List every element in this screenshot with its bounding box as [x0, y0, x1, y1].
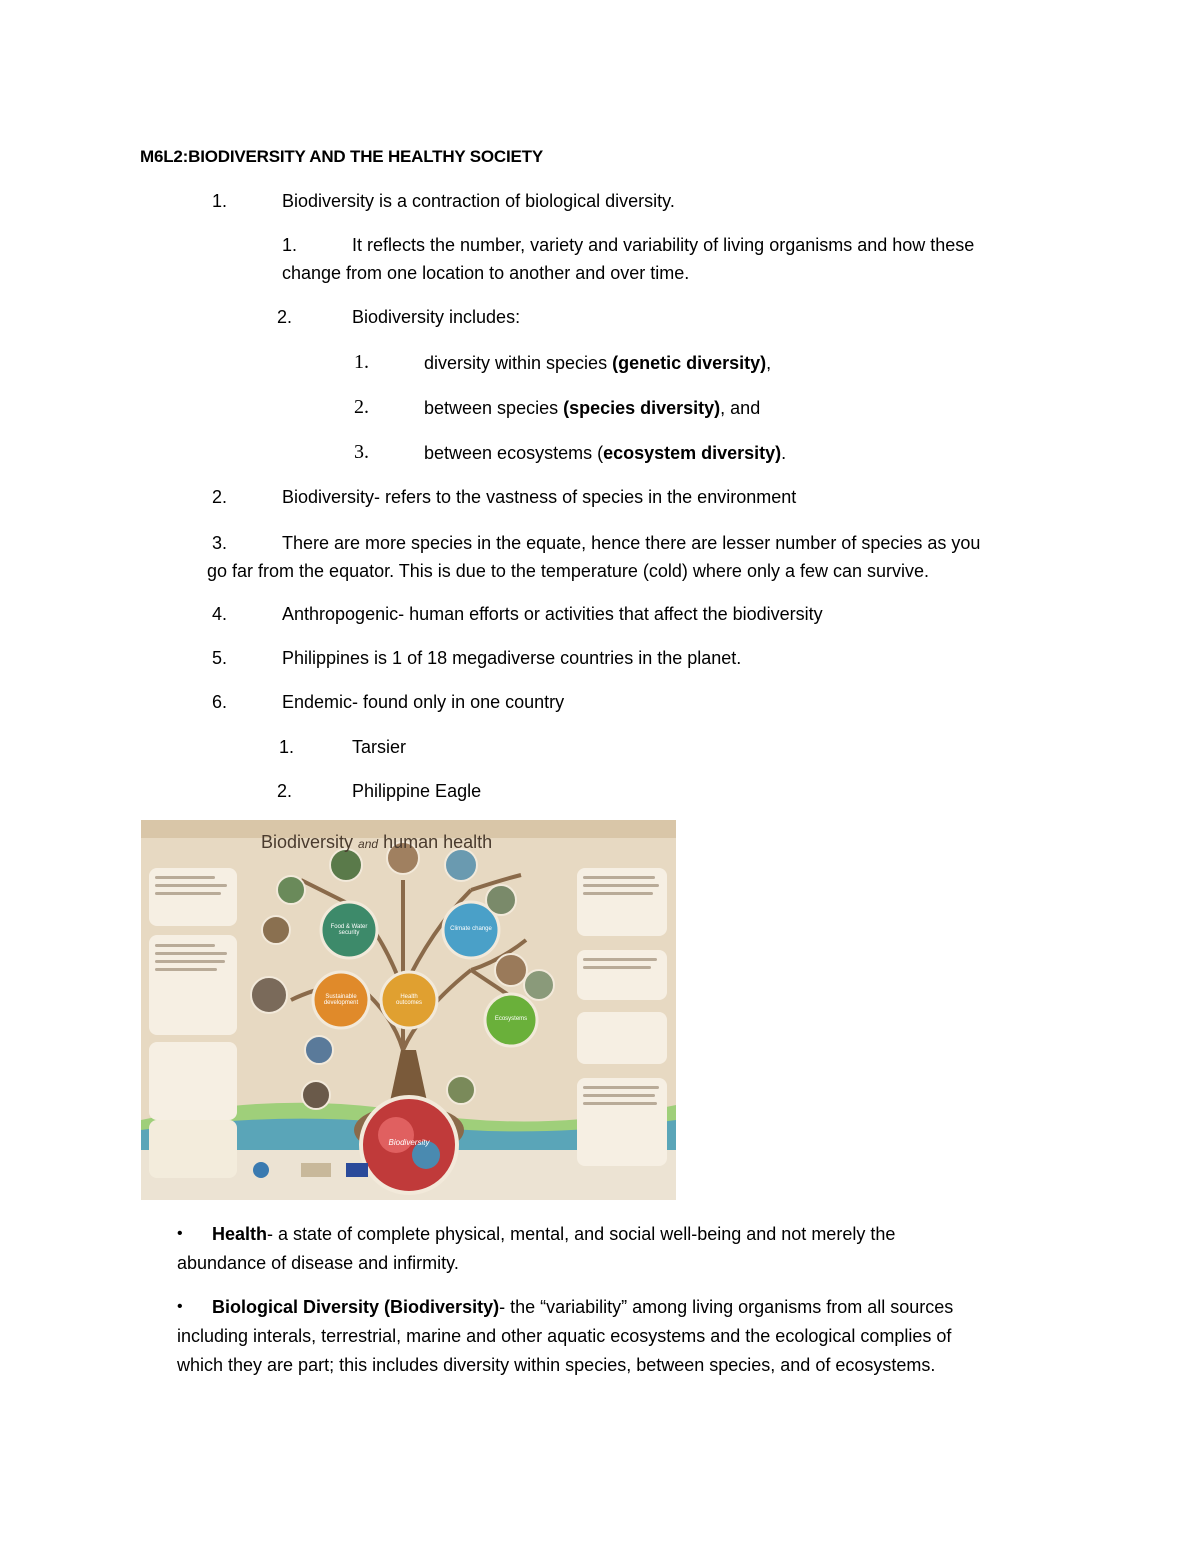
bullet-text: Health- a state of complete physical, mental, and social well-being and not merely the [212, 1224, 896, 1244]
list-number: 2. [277, 307, 293, 327]
list-item-text: There are more species in the equate, hence there are lesser number of species as you [282, 533, 981, 553]
infographic-title: Biodiversity and human health [261, 832, 493, 852]
list-number: 2. [354, 396, 369, 418]
list-number: 3. [354, 441, 369, 463]
list-item-text: Philippine Eagle [352, 781, 482, 801]
bullet-text: Biological Diversity (Biodiversity)- the “variability” among living organisms from all sources [212, 1297, 954, 1317]
center-label: Biodiversity [388, 1138, 430, 1147]
info-box [577, 1078, 667, 1166]
list-item-text: Philippines is 1 of 18 megadiverse countries in the planet. [282, 648, 742, 668]
list-item-text: Biodiversity is a contraction of biological diversity. [282, 191, 675, 211]
list-item-text: It reflects the number, variety and variability of living organisms and how these [352, 235, 975, 255]
list-item-text: Biodiversity- refers to the vastness of species in the environment [282, 487, 797, 507]
list-item-text-cont: change from one location to another and over time. [282, 263, 690, 283]
biodiversity-infographic [141, 820, 676, 1200]
list-number: 2. [212, 487, 228, 507]
node-label: Climate change [450, 926, 492, 932]
list-number: 2. [277, 781, 293, 801]
list-number: 3. [212, 533, 228, 553]
list-item-text: Anthropogenic- human efforts or activities that affect the biodiversity [282, 604, 823, 624]
node-label: Food & Water security [330, 924, 368, 936]
list-number: 6. [212, 692, 228, 712]
list-number: 1. [354, 351, 369, 373]
list-item-text: Endemic- found only in one country [282, 692, 565, 712]
node-label: Health outcomes [395, 994, 422, 1006]
list-item-text: Tarsier [352, 737, 407, 757]
list-number: 1. [279, 737, 295, 757]
info-box [149, 1042, 237, 1120]
list-number: 5. [212, 648, 228, 668]
bullet-text-cont: abundance of disease and infirmity. [177, 1253, 459, 1273]
bullet-symbol: • [177, 1298, 183, 1315]
list-item-text: between ecosystems (ecosystem diversity). [424, 443, 787, 463]
document-title: M6L2:BIODIVERSITY AND THE HEALTHY SOCIETY [140, 147, 543, 166]
bullet-symbol: • [177, 1225, 183, 1242]
info-box [577, 1012, 667, 1064]
info-box [149, 1120, 237, 1178]
node-label: Sustainable development [323, 994, 359, 1006]
bullet-text-cont: including interals, terrestrial, marine and other aquatic ecosystems and the ecological complies of [177, 1326, 952, 1346]
list-item-text: diversity within species (genetic diversity), [424, 353, 772, 373]
bullet-text-cont: which they are part; this includes diversity within species, between species, and of ecosystems. [177, 1355, 936, 1375]
list-item-text: between species (species diversity), and [424, 398, 761, 418]
node-label: Ecosystems [494, 1016, 528, 1022]
info-box [149, 935, 237, 1035]
list-number: 4. [212, 604, 228, 624]
list-number: 1. [282, 235, 298, 255]
list-item-text: Biodiversity includes: [352, 307, 521, 327]
list-number: 1. [212, 191, 228, 211]
list-item-text-cont: go far from the equator. This is due to the temperature (cold) where only a few can survive. [207, 561, 930, 581]
